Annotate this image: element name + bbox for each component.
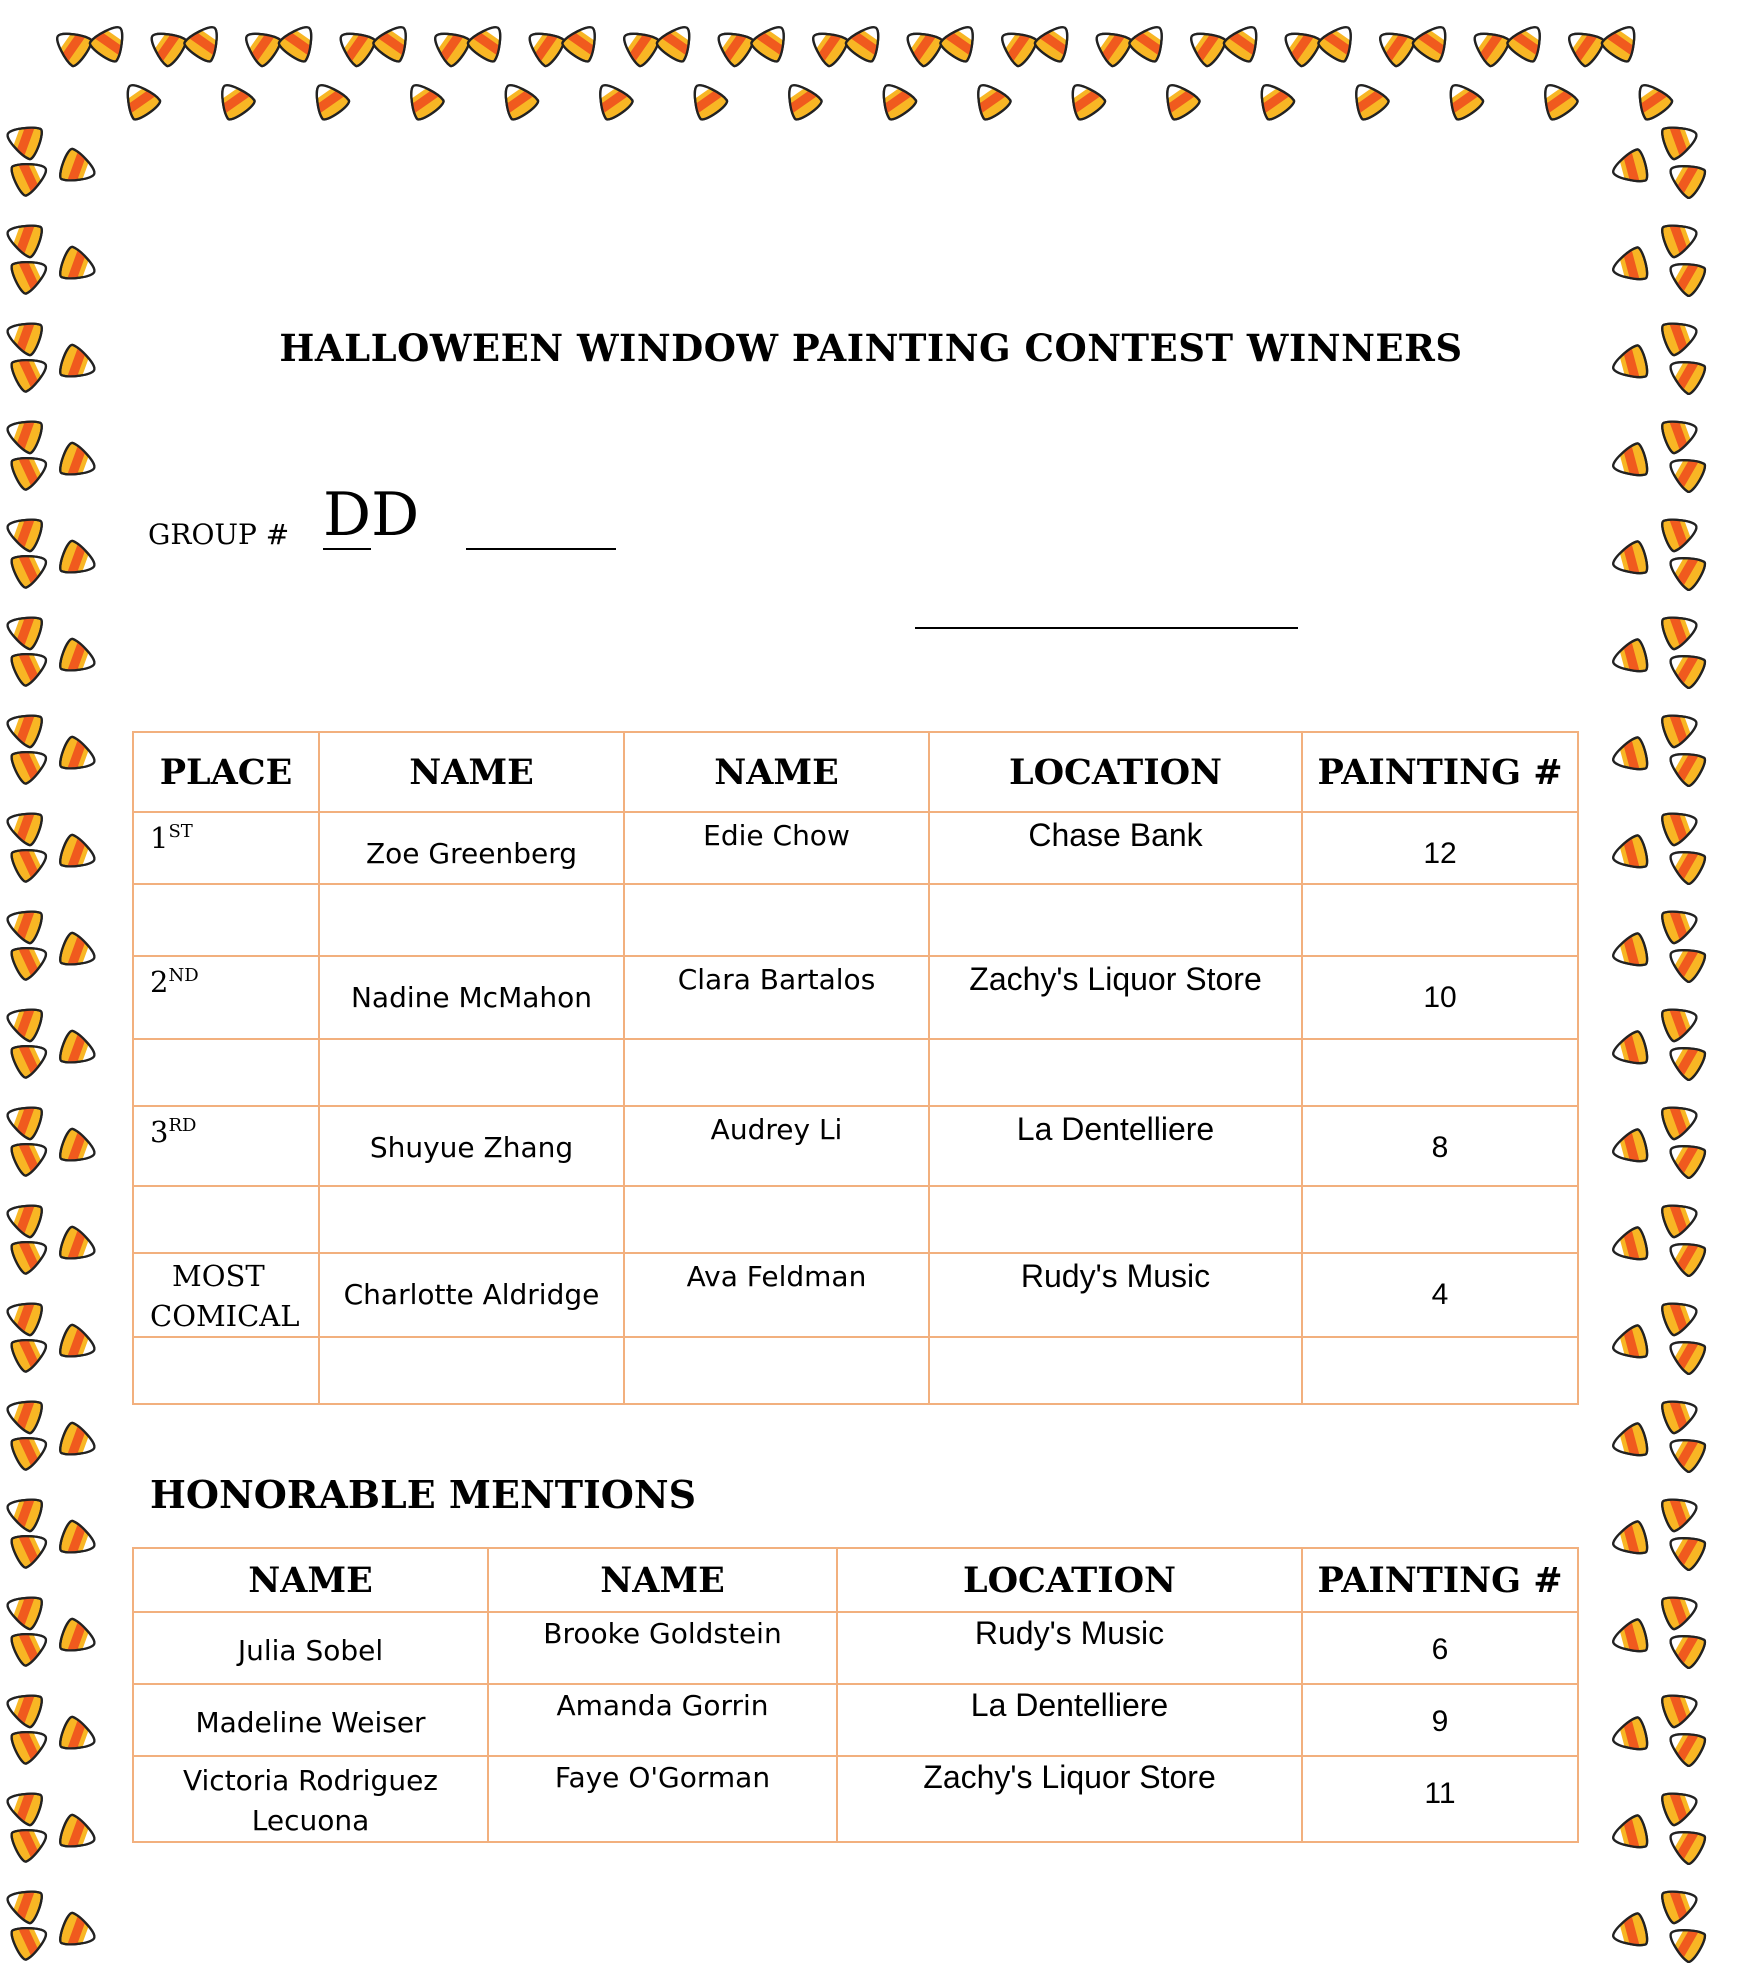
candy-corn-icon	[306, 77, 351, 123]
candy-corn-icon	[844, 19, 889, 65]
candy-corn-icon	[1600, 19, 1645, 65]
candy-corn-icon	[1609, 1226, 1649, 1266]
candy-corn-icon	[58, 539, 100, 581]
location-cell: Rudy's Music	[929, 1253, 1302, 1337]
candy-corn-icon	[1660, 511, 1702, 553]
candy-corn-icon	[1277, 23, 1323, 68]
candy-corn-icon	[1062, 77, 1107, 123]
place-cell	[133, 1253, 319, 1337]
candy-corn-icon	[1033, 19, 1078, 65]
candy-corn-icon	[1222, 19, 1267, 65]
painting-number-cell: 6	[1302, 1612, 1578, 1684]
table-row	[133, 1756, 1578, 1842]
candy-corn-icon	[2, 1099, 44, 1141]
candy-corn-icon	[58, 147, 100, 189]
candy-corn-icon	[58, 1029, 100, 1071]
candy-corn-icon	[1663, 1135, 1708, 1179]
candy-corn-icon	[1609, 442, 1649, 482]
painting-number-cell: 9	[1302, 1684, 1578, 1756]
candy-corn-icon	[1663, 449, 1708, 493]
name-cell: Shuyue Zhang	[319, 1106, 624, 1186]
candy-corn-icon	[9, 840, 53, 883]
header-place: PLACE	[133, 732, 319, 812]
candy-corn-icon	[2, 707, 44, 749]
candy-corn-icon	[400, 77, 445, 123]
candy-corn-icon	[1663, 1037, 1708, 1081]
candy-corn-icon	[1609, 932, 1649, 972]
candy-corn-icon	[9, 742, 53, 785]
candy-corn-icon	[466, 19, 511, 65]
candy-corn-icon	[1660, 1099, 1702, 1141]
candy-corn-icon	[589, 77, 634, 123]
signature-line	[915, 627, 1298, 629]
candy-corn-icon	[1609, 1912, 1649, 1952]
candy-corn-icon	[277, 19, 322, 65]
candy-corn-icon	[2, 1981, 44, 1988]
place-suffix: ND	[168, 965, 199, 986]
candy-corn-icon	[2, 217, 44, 259]
location-cell: Zachy's Liquor Store	[929, 956, 1302, 1039]
candy-corn-icon	[9, 448, 53, 491]
candy-corn-icon	[9, 1134, 53, 1177]
candy-corn-icon	[1411, 19, 1456, 65]
mentions-heading: HONORABLE MENTIONS	[150, 1472, 697, 1517]
candy-corn-icon	[1609, 1618, 1649, 1658]
candy-corn-icon	[58, 1225, 100, 1267]
name-cell: Edie Chow	[624, 812, 929, 884]
header-name: NAME	[319, 732, 624, 812]
candy-corn-icon	[1609, 1324, 1649, 1364]
candy-corn-icon	[2, 1883, 44, 1925]
candy-corn-icon	[1609, 834, 1649, 874]
candy-corn-icon	[1660, 1491, 1702, 1533]
candy-corn-icon	[1505, 19, 1550, 65]
painting-number-cell: 4	[1302, 1253, 1578, 1337]
candy-corn-icon	[58, 1323, 100, 1365]
candy-corn-icon	[2, 1295, 44, 1337]
candy-corn-icon	[521, 23, 567, 68]
candy-corn-icon	[9, 938, 53, 981]
candy-corn-icon	[805, 23, 851, 68]
candy-corn-icon	[1660, 413, 1702, 455]
candy-corn-icon	[495, 77, 540, 123]
name-cell: Madeline Weiser	[133, 1684, 488, 1756]
candy-corn-icon	[994, 23, 1040, 68]
candy-corn-icon	[9, 154, 53, 197]
candy-corn-icon	[1660, 1393, 1702, 1435]
candy-corn-icon	[1561, 23, 1607, 68]
candy-corn-icon	[182, 19, 227, 65]
mentions-table	[132, 1547, 1579, 1843]
candy-corn-icon	[1663, 547, 1708, 591]
candy-corn-icon	[1660, 1687, 1702, 1729]
candy-corn-icon	[9, 1624, 53, 1667]
candy-corn-icon	[58, 441, 100, 483]
name-cell: Ava Feldman	[624, 1253, 929, 1337]
candy-corn-icon	[967, 77, 1012, 123]
candy-corn-icon	[9, 1232, 53, 1275]
candy-corn-icon	[1609, 1422, 1649, 1462]
candy-corn-icon	[88, 19, 133, 65]
candy-corn-icon	[58, 833, 100, 875]
name-cell: Audrey Li	[624, 1106, 929, 1186]
candy-corn-icon	[2, 1197, 44, 1239]
winners-table	[132, 731, 1579, 1405]
candy-corn-icon	[1663, 253, 1708, 297]
candy-corn-icon	[9, 1918, 53, 1961]
candy-corn-icon	[1660, 707, 1702, 749]
candy-corn-icon	[1660, 1197, 1702, 1239]
page-title: HALLOWEEN WINDOW PAINTING CONTEST WINNERS	[279, 326, 1463, 370]
place-cell	[133, 812, 319, 884]
candy-corn-icon	[2, 1589, 44, 1631]
candy-corn-icon	[1156, 77, 1201, 123]
candy-corn-icon	[1372, 23, 1418, 68]
candy-corn-icon	[58, 1715, 100, 1757]
candy-corn-icon	[1663, 1625, 1708, 1669]
candy-corn-icon	[2, 413, 44, 455]
name-cell: Victoria Rodriguez Lecuona	[133, 1756, 488, 1842]
candy-corn-icon	[1663, 1527, 1708, 1571]
location-cell: La Dentelliere	[929, 1106, 1302, 1186]
candy-corn-icon	[58, 1519, 100, 1561]
place-number: 3	[150, 1115, 169, 1149]
candy-corn-icon	[2, 511, 44, 553]
candy-corn-icon	[58, 931, 100, 973]
place-suffix: ST	[168, 821, 193, 842]
group-label: GROUP #	[148, 518, 290, 551]
candy-corn-icon	[211, 77, 256, 123]
painting-number-cell: 8	[1302, 1106, 1578, 1186]
candy-corn-icon	[9, 546, 53, 589]
location-cell: Chase Bank	[929, 812, 1302, 884]
candy-corn-icon	[1663, 645, 1708, 689]
candy-corn-icon	[58, 1127, 100, 1169]
painting-number-cell: 11	[1302, 1756, 1578, 1842]
place-suffix: RD	[168, 1115, 197, 1136]
candy-corn-icon	[560, 19, 605, 65]
candy-corn-icon	[684, 77, 729, 123]
candy-corn-icon	[1609, 736, 1649, 776]
place-line-1: MOST	[172, 1259, 265, 1293]
candy-corn-icon	[938, 19, 983, 65]
candy-corn-icon	[58, 1421, 100, 1463]
place-number: 2	[150, 965, 169, 999]
place-cell	[133, 1106, 319, 1186]
candy-corn-icon	[1663, 1429, 1708, 1473]
header-painting-number: PAINTING #	[1302, 1548, 1578, 1612]
candy-corn-icon	[1660, 1295, 1702, 1337]
candy-corn-icon	[1660, 805, 1702, 847]
place-cell	[133, 956, 319, 1039]
candy-corn-icon	[58, 1617, 100, 1659]
candy-corn-icon	[1088, 23, 1134, 68]
location-cell: La Dentelliere	[837, 1684, 1302, 1756]
candy-corn-icon	[1663, 1723, 1708, 1767]
candy-corn-icon	[1660, 903, 1702, 945]
winners-header-row	[133, 732, 1578, 812]
header-location: LOCATION	[837, 1548, 1302, 1612]
candy-corn-icon	[1183, 23, 1229, 68]
candy-corn-icon	[2, 609, 44, 651]
candy-corn-icon	[1663, 1821, 1708, 1865]
candy-corn-icon	[1609, 1814, 1649, 1854]
group-underline-right	[466, 548, 616, 550]
header-name: NAME	[624, 732, 929, 812]
candy-corn-icon	[9, 1820, 53, 1863]
candy-corn-icon	[1663, 1919, 1708, 1963]
candy-corn-icon	[1251, 77, 1296, 123]
name-cell: Faye O'Gorman	[488, 1756, 837, 1842]
table-row	[133, 1612, 1578, 1684]
candy-corn-icon	[9, 1722, 53, 1765]
header-location: LOCATION	[929, 732, 1302, 812]
table-row	[133, 812, 1578, 884]
candy-corn-icon	[1440, 77, 1485, 123]
candy-corn-icon	[2, 1001, 44, 1043]
candy-corn-icon	[9, 1428, 53, 1471]
candy-corn-icon	[2, 119, 44, 161]
candy-corn-icon	[49, 23, 95, 68]
candy-corn-icon	[899, 23, 945, 68]
spacer-row	[133, 1039, 1578, 1106]
candy-corn-icon	[1660, 609, 1702, 651]
name-cell: Charlotte Aldridge	[319, 1253, 624, 1337]
candy-corn-icon	[143, 23, 189, 68]
location-cell: Rudy's Music	[837, 1612, 1302, 1684]
candy-corn-icon	[778, 77, 823, 123]
candy-corn-icon	[1629, 77, 1674, 123]
candy-corn-icon	[2, 1785, 44, 1827]
candy-corn-icon	[873, 77, 918, 123]
candy-corn-icon	[1663, 155, 1708, 199]
candy-corn-icon	[371, 19, 416, 65]
candy-corn-icon	[1316, 19, 1361, 65]
spacer-row	[133, 884, 1578, 956]
candy-corn-icon	[58, 735, 100, 777]
candy-corn-icon	[1609, 1030, 1649, 1070]
table-row	[133, 956, 1578, 1039]
name-cell: Clara Bartalos	[624, 956, 929, 1039]
candy-corn-icon	[9, 1330, 53, 1373]
name-cell: Amanda Gorrin	[488, 1684, 837, 1756]
candy-corn-icon	[332, 23, 378, 68]
place-number: 1	[150, 821, 169, 855]
name-cell: Nadine McMahon	[319, 956, 624, 1039]
candy-corn-icon	[1609, 1520, 1649, 1560]
place-line-2: COMICAL	[150, 1299, 300, 1333]
candy-corn-icon	[1534, 77, 1579, 123]
candy-corn-icon	[1609, 540, 1649, 580]
candy-corn-icon	[710, 23, 756, 68]
candy-corn-icon	[427, 23, 473, 68]
candy-corn-icon	[238, 23, 284, 68]
candy-corn-icon	[2, 1687, 44, 1729]
group-value: DD	[323, 480, 420, 550]
candy-corn-icon	[117, 77, 162, 123]
candy-corn-icon	[2, 903, 44, 945]
candy-corn-icon	[1609, 148, 1649, 188]
header-name: NAME	[133, 1548, 488, 1612]
candy-corn-icon	[1663, 939, 1708, 983]
candy-corn-icon	[1466, 23, 1512, 68]
candy-corn-icon	[1660, 119, 1702, 161]
candy-corn-icon	[58, 245, 100, 287]
candy-corn-icon	[58, 1911, 100, 1953]
candy-corn-icon	[9, 1036, 53, 1079]
candy-corn-icon	[1609, 638, 1649, 678]
candy-corn-icon	[1660, 1785, 1702, 1827]
name-cell: Zoe Greenberg	[319, 812, 624, 884]
spacer-row	[133, 1337, 1578, 1404]
table-row	[133, 1106, 1578, 1186]
name-cell: Julia Sobel	[133, 1612, 488, 1684]
candy-corn-icon	[1663, 841, 1708, 885]
candy-corn-icon	[1660, 1883, 1702, 1925]
table-row	[133, 1253, 1578, 1337]
candy-corn-icon	[1609, 1716, 1649, 1756]
table-row	[133, 1684, 1578, 1756]
painting-number-cell: 12	[1302, 812, 1578, 884]
candy-corn-icon	[1663, 1331, 1708, 1375]
header-painting-number: PAINTING #	[1302, 732, 1578, 812]
candy-corn-icon	[2, 1491, 44, 1533]
candy-corn-icon	[2, 1393, 44, 1435]
spacer-row	[133, 1186, 1578, 1253]
candy-corn-icon	[1660, 1001, 1702, 1043]
candy-corn-icon	[9, 644, 53, 687]
candy-corn-icon	[1609, 246, 1649, 286]
candy-corn-icon	[655, 19, 700, 65]
name-cell: Brooke Goldstein	[488, 1612, 837, 1684]
mentions-header-row	[133, 1548, 1578, 1612]
candy-corn-icon	[2, 805, 44, 847]
candy-corn-icon	[616, 23, 662, 68]
candy-corn-icon	[1660, 217, 1702, 259]
candy-corn-icon	[9, 252, 53, 295]
candy-corn-icon	[1660, 1589, 1702, 1631]
painting-number-cell: 10	[1302, 956, 1578, 1039]
location-cell: Zachy's Liquor Store	[837, 1756, 1302, 1842]
candy-corn-icon	[58, 637, 100, 679]
candy-corn-icon	[1127, 19, 1172, 65]
candy-corn-icon	[9, 1526, 53, 1569]
candy-corn-icon	[1345, 77, 1390, 123]
candy-corn-icon	[58, 1813, 100, 1855]
candy-corn-icon	[749, 19, 794, 65]
candy-corn-icon	[1609, 1128, 1649, 1168]
candy-corn-icon	[1663, 1233, 1708, 1277]
header-name: NAME	[488, 1548, 837, 1612]
candy-corn-icon	[1660, 1981, 1702, 1988]
candy-corn-icon	[1663, 743, 1708, 787]
